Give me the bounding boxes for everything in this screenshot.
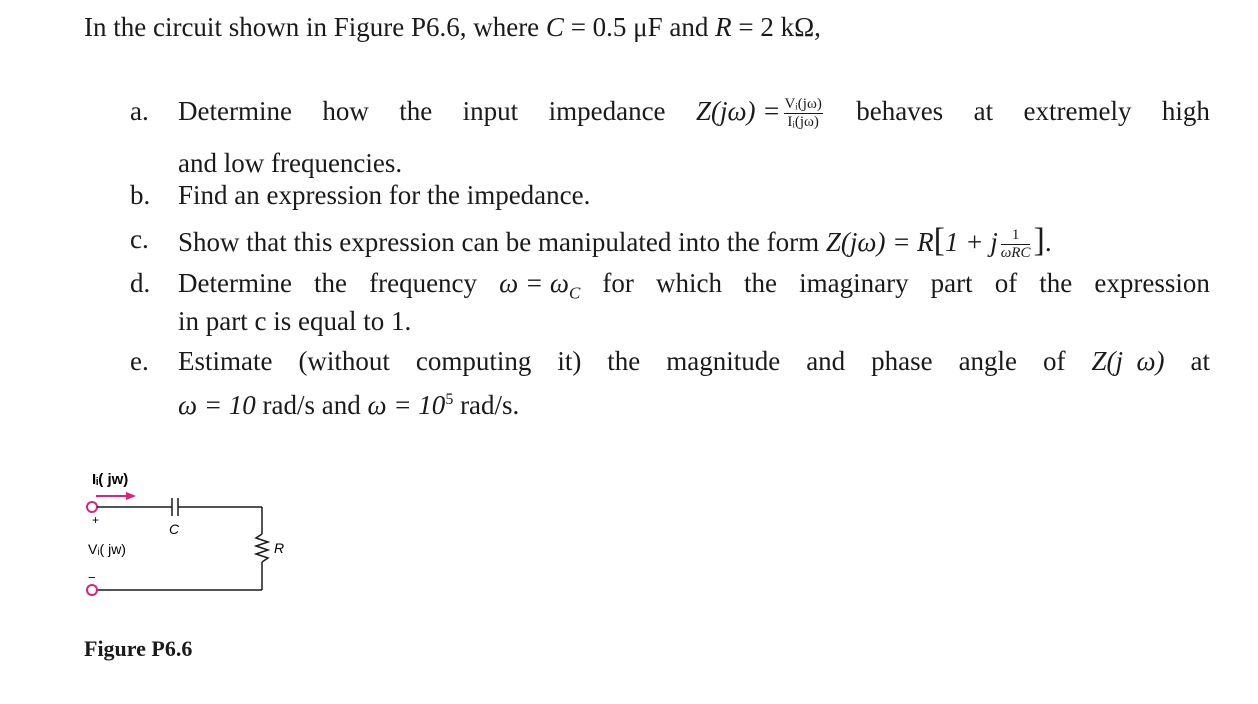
question-c [130, 216, 1210, 266]
current-label: Iᵢ( jw) [92, 471, 129, 488]
voltage-label: Vᵢ( jw) [88, 541, 126, 557]
question-e [130, 346, 1210, 426]
question-d-line2: in part c is equal to 1. [178, 306, 412, 336]
word: angle [958, 346, 1018, 376]
z-expr: Z(j ω) [1091, 346, 1165, 376]
word: high [1161, 96, 1210, 126]
word: expression [1094, 268, 1210, 298]
fraction-denominator: Iᵢ(jω) [787, 114, 819, 131]
word: which [655, 268, 722, 298]
fraction-numerator: Vᵢ(jω) [784, 96, 822, 113]
word: the [607, 346, 641, 376]
question-c-line [178, 216, 1210, 261]
word: the [1039, 268, 1073, 298]
word: and [806, 346, 846, 376]
bracket-open: [ [933, 222, 945, 259]
question-e-line2 [178, 390, 519, 421]
circuit-diagram [80, 466, 300, 606]
word: behaves [856, 96, 944, 126]
question-marker: e. [130, 346, 149, 376]
word: the [399, 96, 433, 126]
bracket-inner: 1 + j [944, 227, 998, 257]
word: rad/s. [453, 390, 520, 420]
omega-low: ω = 10 [178, 390, 256, 420]
omega-expression [499, 268, 580, 303]
capacitor-symbol: C [545, 12, 564, 42]
word: frequency [369, 268, 478, 298]
question-a-line1 [178, 96, 1210, 130]
question-marker: a. [130, 96, 149, 126]
omega-subscript: C [568, 283, 581, 303]
period: . [1044, 227, 1052, 257]
question-a-line2: and low frequencies. [178, 148, 403, 178]
question-marker: c. [130, 224, 149, 254]
bottom-terminal-icon [87, 585, 97, 595]
word: impedance [548, 96, 666, 126]
question-e-line1 [178, 346, 1210, 377]
word: rad/s and [255, 390, 368, 420]
word: imaginary [799, 268, 909, 298]
impedance-expression [696, 96, 826, 130]
question-marker: b. [130, 180, 151, 210]
omega-high: ω = 10 [367, 390, 446, 420]
word: magnitude [666, 346, 781, 376]
word: (without [298, 346, 390, 376]
resistor-icon [256, 534, 268, 562]
word: Determine [178, 96, 292, 126]
impedance-fraction [784, 97, 823, 130]
question-a [130, 96, 1210, 178]
word: phase [871, 346, 933, 376]
question-marker: d. [130, 268, 151, 298]
word: of [1043, 346, 1066, 376]
question-b-text: Find an expression for the impedance. [178, 180, 591, 210]
question-b [130, 180, 1210, 212]
word: for [602, 268, 634, 298]
word: computing [415, 346, 532, 376]
word: at [1190, 346, 1210, 376]
capacitor-value: = 0.5 μF and [563, 12, 716, 42]
problem-intro [84, 12, 821, 43]
word: Estimate [178, 346, 273, 376]
word: how [322, 96, 369, 126]
resistor-value: = 2 kΩ, [731, 12, 821, 42]
top-terminal-icon [87, 502, 97, 512]
z-expr: Z(jω) = [695, 96, 781, 126]
question-d-line1 [178, 268, 1210, 303]
omega-expr: ω = ω [499, 268, 569, 298]
word: the [314, 268, 348, 298]
word: at [973, 96, 994, 126]
word: input [462, 96, 519, 126]
rc-fraction [1001, 228, 1031, 261]
word: it) [557, 346, 582, 376]
minus-sign: − [88, 570, 96, 585]
intro-text: In the circuit shown in Figure P6.6, where [84, 12, 546, 42]
capacitor-label: C [168, 521, 180, 537]
question-d [130, 268, 1210, 346]
word: extremely [1023, 96, 1132, 126]
bracket-close: ] [1033, 222, 1045, 259]
word: of [994, 268, 1018, 298]
question-c-text: Show that this expression can be manipulated into the form [178, 227, 826, 257]
word: part [930, 268, 973, 298]
resistor-label: R [274, 540, 285, 556]
impedance-form: Z(jω) = R [825, 227, 934, 257]
question-list [130, 96, 1210, 426]
word: the [744, 268, 778, 298]
word: Determine [178, 268, 292, 298]
current-arrow-icon [126, 492, 136, 500]
fraction-denominator: ωRC [1000, 245, 1031, 262]
exponent: 5 [445, 391, 454, 408]
figure-caption: Figure P6.6 [84, 636, 193, 661]
fraction-numerator: 1 [1001, 228, 1031, 245]
resistor-symbol: R [715, 12, 732, 42]
plus-sign: + [92, 513, 100, 527]
